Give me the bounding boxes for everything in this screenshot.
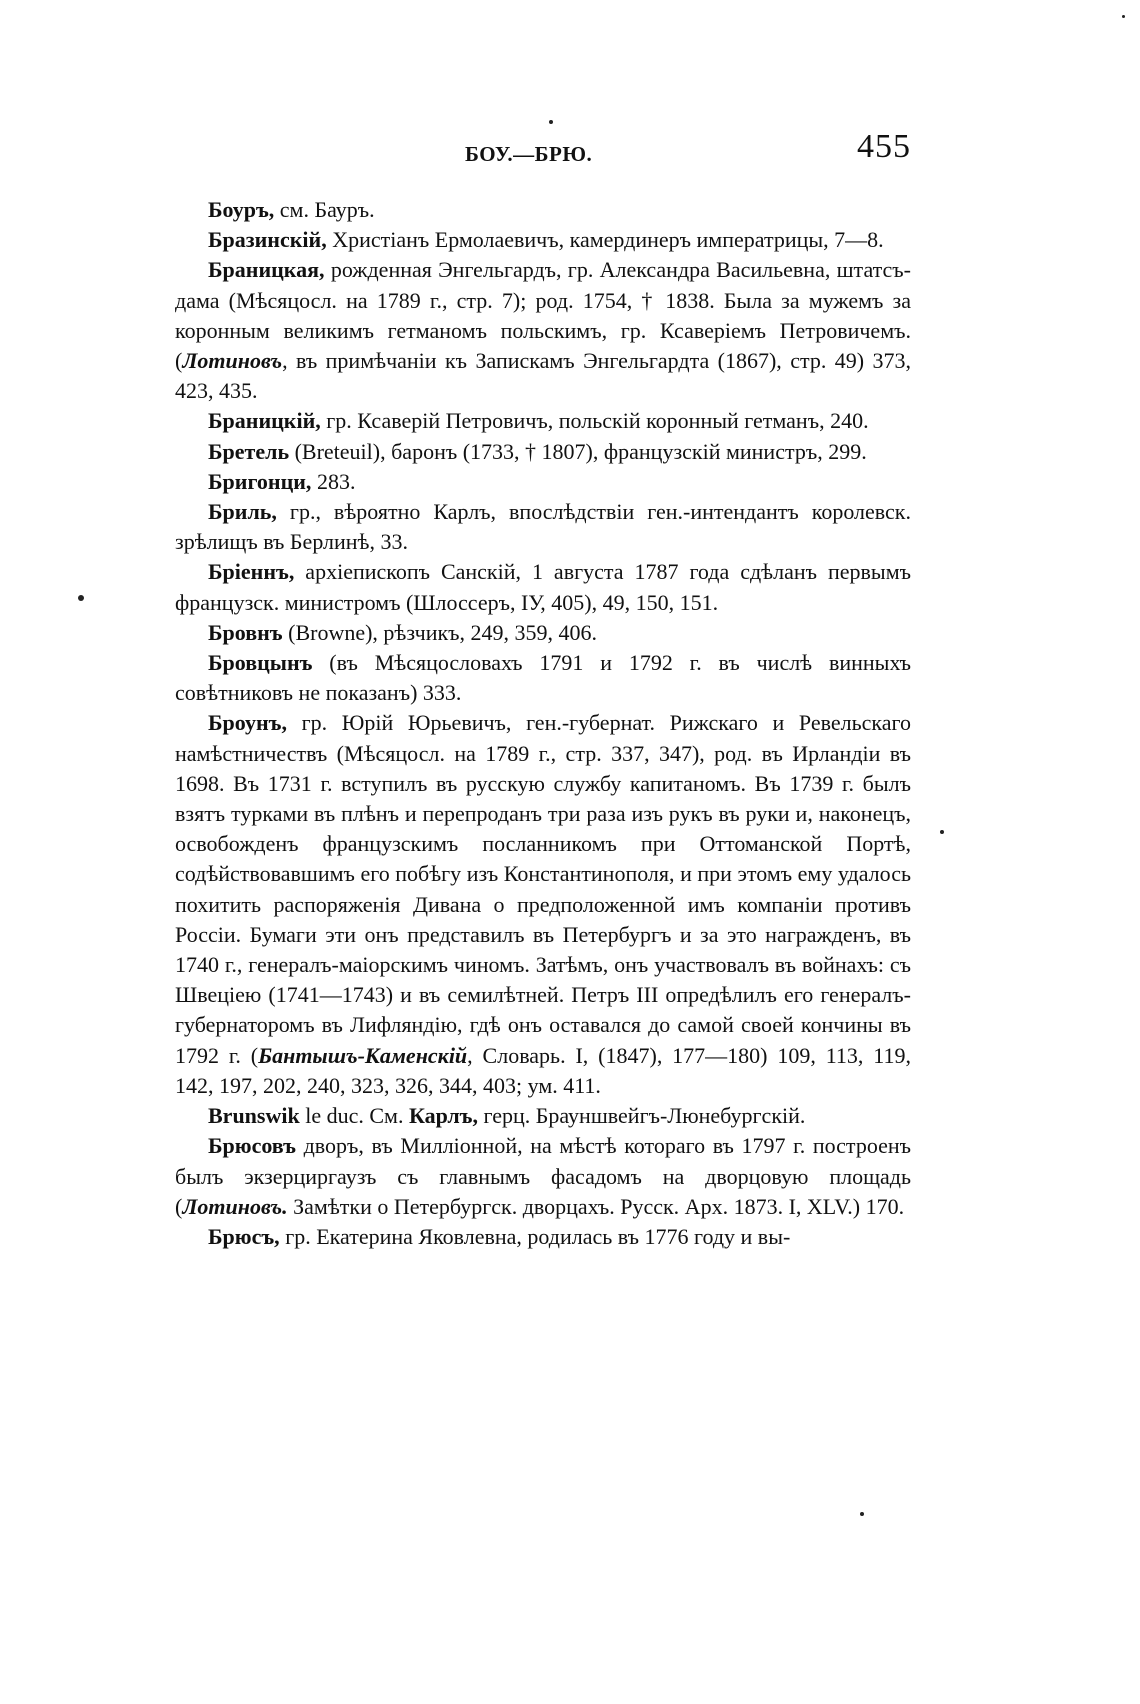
index-entry: [175, 1101, 911, 1131]
entry-text: гр. Екатерина Яковлевна, родилась въ 1776 году и вы-: [279, 1223, 791, 1249]
entry-headword: Броунъ,: [208, 710, 287, 736]
entry-text: le duc. См.: [299, 1103, 409, 1129]
entry-citation-author: Лотиновъ: [182, 348, 283, 374]
entry-text: Христіанъ Ермолаевичъ, камердинеръ императрицы, 7—8.: [326, 227, 884, 253]
entry-text: см. Бауръ.: [274, 197, 375, 222]
entry-text: (въ Мѣсяцословахъ 1791 и 1792 г. въ числѣ винныхъ совѣтниковъ не показанъ) 333.: [175, 650, 911, 706]
index-entry: [175, 618, 911, 648]
running-head: БОУ.—БРЮ.: [465, 142, 593, 166]
entry-headword: Бровцынъ: [208, 650, 313, 676]
entry-headword: Брюсовъ: [208, 1133, 296, 1159]
index-entry: [175, 406, 911, 436]
entry-text: архіепископъ Санскій, 1 августа 1787 года сдѣланъ первымъ французск. министромъ (Шлоссеръ, IУ, 405), 49, 150, 151.: [175, 559, 911, 615]
index-entry: [175, 225, 911, 255]
entry-headword: Боуръ,: [208, 197, 275, 222]
page-number: 455: [857, 128, 911, 165]
index-entry: [175, 708, 911, 1101]
entry-text: рожденная Энгельгардъ, гр. Александра Васильевна, штатсъ-дама (Мѣсяцосл. на 1789 г., стр. 7); род. 1754, † 1838. Была за мужемъ за коронным великимъ гетманомъ польскимъ, гр. Ксаверіемъ Петровичемъ. (: [175, 257, 911, 374]
entry-headword: Brunswik: [208, 1103, 300, 1129]
entry-headword: Бразинскій,: [208, 227, 327, 253]
index-entries: [175, 195, 911, 1252]
index-entry: [175, 497, 911, 557]
entry-headword: Браницкая,: [208, 257, 325, 283]
entry-text: 283.: [311, 468, 356, 494]
entry-headword: Бровнъ: [208, 619, 283, 645]
entry-headword: Бриль,: [208, 499, 277, 525]
entry-text: гр., вѣроятно Карлъ, впослѣдствіи ген.-интендантъ королевск. зрѣлищъ въ Берлинѣ, 33.: [175, 499, 911, 555]
index-entry: [175, 195, 911, 225]
entry-text-continued: , въ примѣчаніи къ Запискамъ Энгельгардта (1867), стр. 49) 373, 423, 435.: [175, 348, 911, 404]
index-entry: [175, 1222, 911, 1252]
entry-headword: Бретель: [208, 438, 290, 464]
entry-headword: Браницкій,: [208, 408, 321, 434]
index-entry: [175, 648, 911, 708]
index-entry: [175, 557, 911, 617]
entry-headword: Бріеннъ,: [208, 559, 295, 585]
index-entry: [175, 467, 911, 497]
entry-text: гр. Юрій Юрьевичъ, ген.-губернат. Рижскаго и Ревельскаго намѣстничествъ (Мѣсяцосл. на 1789 г., стр. 337, 347), род. въ Ирландіи въ 1698. Въ 1731 г. вступилъ въ русскую службу капитаномъ. Въ 1739 г. былъ взятъ турками въ плѣнъ и перепроданъ три раза изъ рукъ въ руки и, наконецъ, освобожденъ французскимъ посланникомъ при Оттоманской Портѣ, содѣйствовавшимъ его побѣгу изъ Константинополя, и при этомъ ему удалось похитить распоряженія Дивана о предположенной имъ компаніи противъ Россіи. Бумаги эти онъ представилъ въ Петербургъ и за это награжденъ, въ 1740 г., генералъ-маіорскимъ чиномъ. Затѣмъ, онъ участвовалъ въ войнахъ: съ Швеціею (1741—1743) и въ семилѣтней. Петръ III опредѣлилъ его генералъ-губернаторомъ въ Лифляндію, гдѣ онъ оставался до самой своей кончины въ 1792 г. (: [175, 710, 911, 1068]
scan-speck: [860, 1512, 864, 1516]
page-header: [175, 128, 911, 172]
index-entry: [175, 1131, 911, 1222]
scan-speck: [940, 830, 944, 834]
entry-text-continued: , Словарь. I, (1847), 177—180) 109, 113, 119, 142, 197, 202, 240, 323, 326, 344, 403; ум. 411.: [175, 1042, 911, 1098]
entry-citation-author: Лотиновъ.: [182, 1193, 288, 1219]
entry-cross-reference: Карлъ,: [408, 1103, 478, 1129]
entry-text: дворъ, въ Миллiонной, на мѣстѣ котораго въ 1797 г. построенъ былъ экзерциргаузъ съ главнымъ фасадомъ на дворцовую площадь (: [175, 1133, 911, 1219]
index-entry: [175, 255, 911, 406]
entry-headword: Брюсъ,: [208, 1223, 280, 1249]
entry-text: (Breteuil), баронъ (1733, † 1807), французскій министръ, 299.: [289, 438, 867, 464]
scan-speck: [1122, 15, 1125, 18]
entry-text-continued: Замѣтки о Петербургск. дворцахъ. Русск. Арх. 1873. I, XLV.) 170.: [287, 1193, 905, 1219]
entry-text-continued: герц. Брауншвейгъ-Люнебургскій.: [478, 1103, 806, 1129]
entry-text: (Browne), рѣзчикъ, 249, 359, 406.: [282, 619, 598, 645]
entry-headword: Бригонци,: [208, 468, 312, 494]
entry-citation-author: Бантышъ-Каменскій: [258, 1042, 468, 1068]
scan-speck: [78, 595, 84, 601]
scan-speck: [549, 120, 553, 124]
index-entry: [175, 437, 911, 467]
entry-text: гр. Ксаверій Петровичъ, польскій коронный гетманъ, 240.: [320, 408, 869, 434]
